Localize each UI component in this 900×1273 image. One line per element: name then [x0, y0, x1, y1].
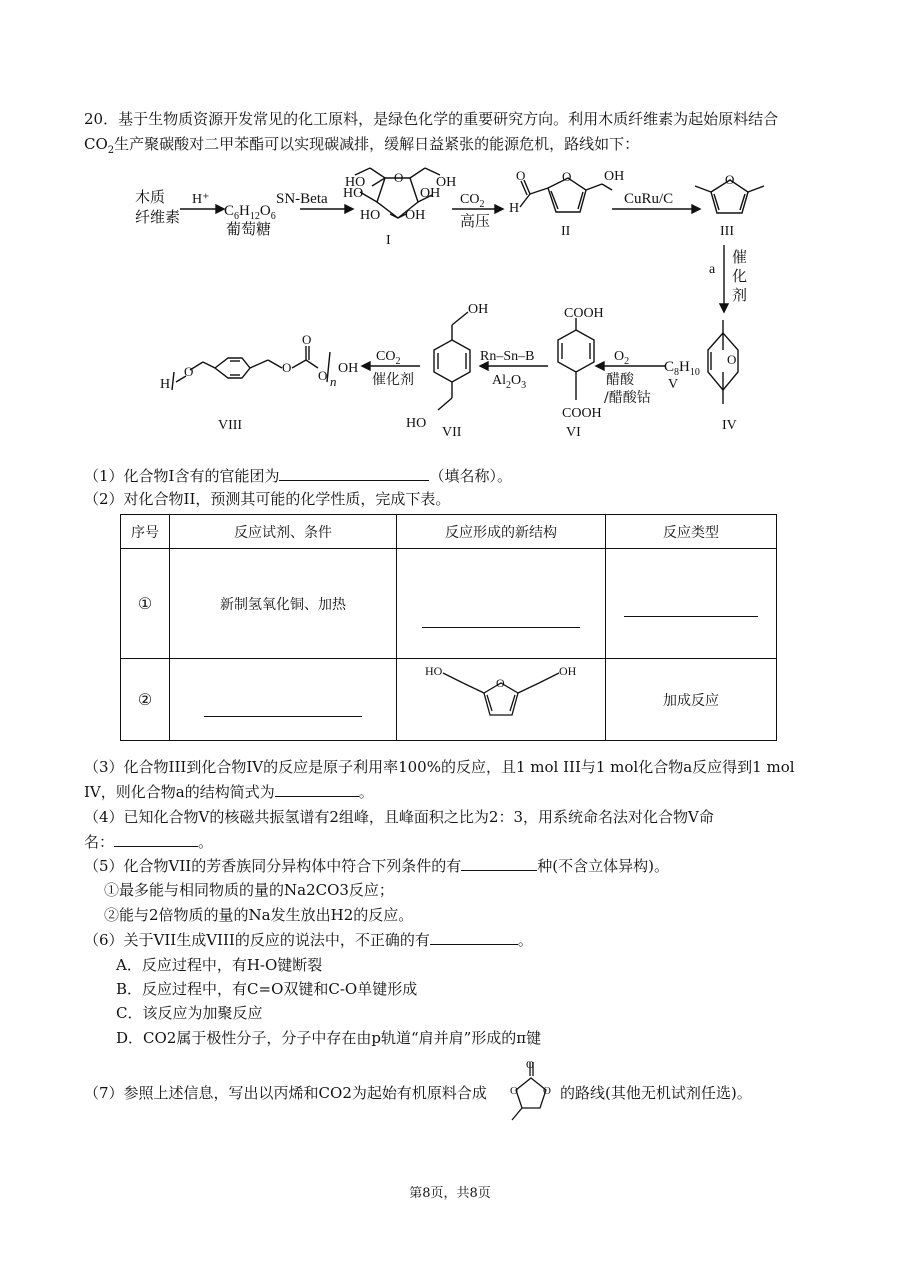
table-row: ① 新制氢氧化铜、加热 [121, 549, 777, 659]
q5-line1: （5）化合物VII的芳香族同分异构体中符合下列条件的有 种(不含立体异构)。 [84, 854, 669, 877]
svg-text:O: O [184, 364, 194, 379]
q6-option-a[interactable]: A．反应过程中，有H-O键断裂 [116, 956, 323, 974]
arrow5-cat-1: 催 [732, 248, 748, 266]
arrow5-compound-a: a [709, 262, 716, 277]
q2: （2）对化合物II，预测其可能的化学性质，完成下表。 [84, 490, 451, 508]
question-intro-line2: $CO_2$生产聚碳酸对二甲苯酯可以实现碳减排，缓解日益紧张的能源危机，路线如下： [84, 135, 640, 156]
svg-text:OH: OH [405, 208, 426, 223]
arrow6-condition1: 醋酸 [606, 372, 634, 388]
label-III: III [720, 224, 734, 239]
properties-table [120, 514, 777, 741]
row1-structure-blank[interactable] [422, 627, 580, 628]
svg-text:O: O [496, 675, 505, 690]
svg-text:COOH: COOH [564, 306, 604, 321]
arrow8-condition: 催化剂 [372, 372, 414, 388]
label-VIII: VIII [218, 418, 243, 433]
q3-answer-blank[interactable] [275, 780, 359, 797]
svg-text:HO: HO [345, 175, 366, 190]
arrow7-condition: $Al_2O_3$ [492, 373, 527, 391]
q3-line2: IV，则化合物a的结构简式为 。 [84, 780, 374, 803]
arrow3-condition: 高压 [460, 212, 491, 230]
arrow5-cat-2: 化 [732, 267, 748, 285]
arrow7-reagent: Rn–Sn–B [480, 349, 535, 364]
q5-answer-blank[interactable] [461, 854, 537, 871]
page-footer: 第8页，共8页 [409, 1186, 491, 1201]
arrow6-condition2: /醋酸钴 [604, 390, 651, 406]
svg-text:O: O [562, 169, 572, 184]
svg-text:HO: HO [425, 663, 443, 678]
q5-condition1: ①最多能与相同物质的量的Na2CO3反应； [104, 881, 394, 899]
row1-type-blank[interactable] [624, 616, 758, 617]
svg-text:COOH: COOH [562, 406, 602, 421]
table-row: ② O HO OH 加成反应 [121, 659, 777, 741]
svg-text:O: O [318, 368, 328, 383]
q7-text-b: 的路线(其他无机试剂任选)。 [560, 1084, 752, 1102]
arrow3-reagent: $CO_2$ [460, 192, 485, 210]
label-V: V [668, 377, 679, 392]
label-VII: VII [442, 425, 462, 440]
q4-answer-blank[interactable] [114, 830, 198, 847]
label-IV: IV [722, 418, 737, 433]
v-formula: $C_8H_{10}$ [664, 359, 700, 378]
q7-text-a: （7）参照上述信息，写出以丙烯和CO2为起始有机原料合成 [84, 1084, 487, 1102]
th-structure: 反应形成的新结构 [397, 515, 606, 549]
svg-text:OH: OH [468, 302, 489, 317]
svg-text:O: O [516, 168, 526, 183]
q1: （1）化合物I含有的官能团为 （填名称）。 [84, 464, 512, 487]
start-material-l2: 纤维素 [135, 208, 181, 226]
svg-text:HO: HO [360, 208, 381, 223]
arrow8-reagent: $CO_2$ [376, 349, 401, 367]
question-intro-line1: 20．基于生物质资源开发常见的化工原料，是绿色化学的重要研究方向。利用木质纤维素为起始原料结合 [84, 110, 779, 128]
svg-text:O: O [526, 1059, 534, 1071]
th-reagent: 反应试剂、条件 [170, 515, 397, 549]
svg-text:O: O [727, 352, 737, 367]
svg-text:H: H [160, 377, 171, 392]
arrow2-reagent: SN-Beta [276, 191, 328, 207]
svg-text:n: n [330, 374, 337, 389]
svg-text:OH: OH [559, 663, 577, 678]
start-material-l1: 木质 [135, 188, 166, 206]
svg-text:HO: HO [406, 416, 427, 431]
propylene-carbonate-structure [502, 1058, 558, 1128]
q6-option-b[interactable]: B．反应过程中，有C=O双键和C-O单键形成 [116, 980, 418, 998]
svg-text:O: O [543, 1085, 551, 1097]
svg-text:O: O [302, 332, 312, 347]
q6-answer-blank[interactable] [430, 928, 518, 945]
bis-hydroxymethylfuran-structure [401, 663, 601, 733]
label-II: II [561, 224, 571, 239]
arrow5-cat-3: 剂 [732, 286, 748, 304]
row2-reagent-blank[interactable] [204, 716, 362, 717]
glucose-formula: $C_6H_{12}O_6$ [224, 203, 276, 222]
q4-line1: （4）已知化合物V的核磁共振氢谱有2组峰，且峰面积之比为2：3，用系统命名法对化合物V命 [84, 808, 714, 826]
q5-condition2: ②能与2倍物质的量的Na发生放出H2的反应。 [104, 906, 414, 924]
arrow1-reagent: H⁺ [192, 192, 210, 207]
label-VI: VI [566, 425, 581, 440]
q6-option-d[interactable]: D．CO2属于极性分子，分子中存在由p轨道“肩并肩”形成的π键 [116, 1029, 542, 1047]
q1-answer-blank[interactable] [279, 464, 429, 481]
q3-line1: （3）化合物III到化合物IV的反应是原子利用率100%的反应，且1 mol III与1 mol化合物a反应得到1 mol [84, 758, 795, 776]
svg-text:OH: OH [436, 175, 457, 190]
svg-text:OH: OH [604, 169, 625, 184]
svg-text:O: O [394, 170, 404, 185]
svg-text:O: O [510, 1085, 518, 1097]
arrow4-reagent: CuRu/C [624, 191, 674, 207]
q6-line1: （6）关于VII生成VIII的反应的说法中，不正确的有 。 [84, 928, 533, 951]
svg-text:OH: OH [338, 361, 359, 376]
label-I: I [386, 233, 391, 248]
q6-option-c[interactable]: C．该反应为加聚反应 [116, 1004, 263, 1022]
svg-text:O: O [282, 360, 292, 375]
reaction-scheme [0, 155, 900, 445]
svg-text:HO: HO [343, 186, 364, 201]
svg-text:OH: OH [420, 186, 441, 201]
svg-text:O: O [725, 172, 735, 187]
th-type: 反应类型 [606, 515, 777, 549]
glucose-name: 葡萄糖 [226, 220, 272, 238]
th-no: 序号 [121, 515, 170, 549]
q4-line2: 名： 。 [84, 830, 213, 853]
svg-text:H: H [509, 201, 520, 216]
arrow6-reagent: $O_2$ [614, 349, 630, 367]
